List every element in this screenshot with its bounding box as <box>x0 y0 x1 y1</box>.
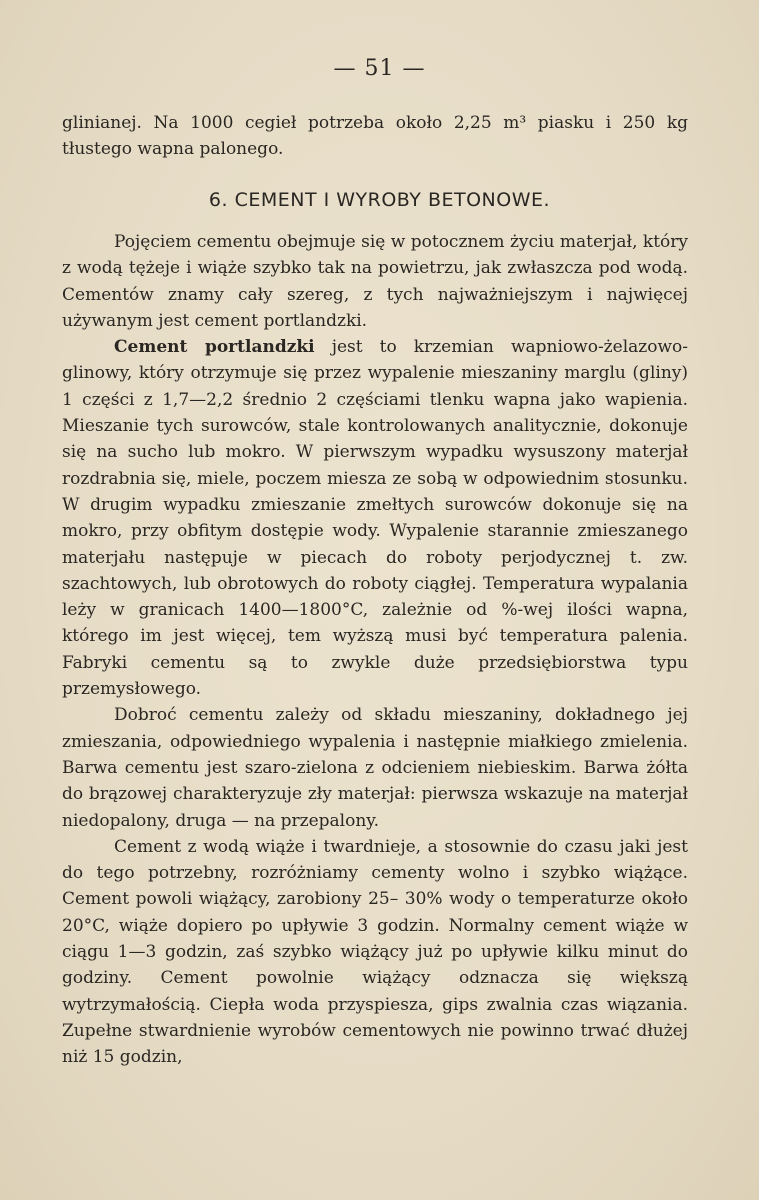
paragraph-portland-text: jest to krzemian wapniowo-żelazowo-glinowy, który otrzymuje się przez wypalenie mieszaniny marglu (gliny) 1 części z 1,7—2,2 średnio 2 częściami tlenku wapna jako wapienia. Mieszanie tych surowców, stale kontrolowanych analitycznie, dokonuje się na sucho lub mokro. W pierwszym wypadku wysuszony materjał rozdrabnia się, miele, poczem miesza ze sobą w odpowiednim stosunku. W drugim wypadku zmieszanie zmełtych surowców dokonuje się na mokro, przy obfitym dostępie wody. Wypalenie starannie zmieszanego materjału następuje w piecach do roboty perjodycznej t. zw. szachtowych, lub obrotowych do roboty ciągłej. Temperatura wypalania leży w granicach 1400—1800°C, zależnie od %-wej ilości wapna, którego im jest więcej, tem wyższą musi być temperatura palenia. Fabryki cementu są to zwykle duże przedsiębiorstwa typu przemysłowego. <box>62 337 688 700</box>
intro-paragraph <box>62 110 688 163</box>
section-heading: 6. CEMENT I WYROBY BETONOWE. <box>208 189 551 211</box>
paragraph-definition: Pojęciem cementu obejmuje się w potocznem życiu materjał, który z wodą tężeje i wiąże szybko tak na powietrzu, jak zwłaszcza pod wodą. Cementów znamy cały szereg, z tych najważniejszym i najwięcej używanym jest cement portlandzki. <box>62 232 688 331</box>
paragraph-portland <box>62 334 688 702</box>
paragraph-quality: Dobroć cementu zależy od składu mieszaniny, dokładnego jej zmieszania, odpowiedniego wypalenia i następnie miałkiego zmielenia. Barwa cementu jest szaro-zielona z odcieniem niebieskim. Barwa żółta do brązowej charakteryzuje zły materjał: pierwsza wskazuje na materjał niedopalony, druga — na przepalony. <box>62 705 688 831</box>
intro-text: glinianej. Na 1000 cegieł potrzeba około 2,25 m³ piasku i 250 kg tłustego wapna palonego. <box>62 113 688 160</box>
paragraph-setting: Cement z wodą wiąże i twardnieje, a stosownie do czasu jaki jest do tego potrzebny, rozróżniamy cementy wolno i szybko wiążące. Cement powoli wiążący, zarobiony 25– 30% wody o temperaturze około 20°C, wiąże dopiero po upływie 3 godzin. Normalny cement wiąże w ciągu 1—3 godzin, zaś szybko wiążący już po upływie kilku minut do godziny. Cement powolnie wiążący odznacza się większą wytrzymałością. Ciepła woda przyspiesza, gips zwalnia czas wiązania. Zupełne stwardnienie wyrobów cementowych nie powinno trwać dłużej niż 15 godzin, <box>62 836 688 1068</box>
term-portland-cement: Cement portlandzki <box>114 337 315 358</box>
page-number: — 51 — <box>333 56 426 81</box>
section-body <box>62 229 688 1071</box>
